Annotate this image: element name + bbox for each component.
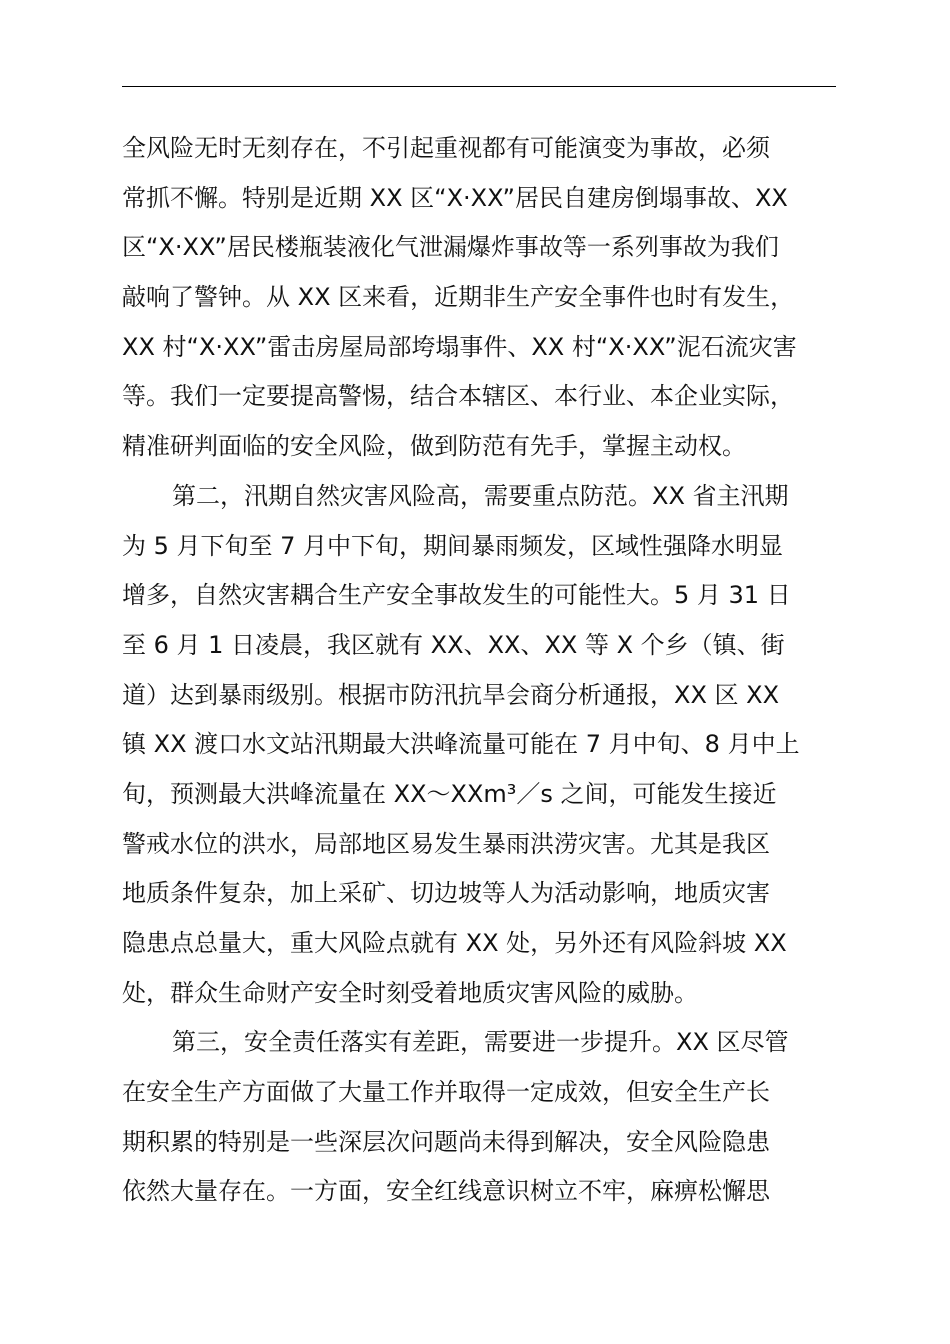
text-line: 警戒水位的洪水，局部地区易发生暴雨洪涝灾害。尤其是我区: [122, 829, 770, 858]
text-line: 在安全生产方面做了大量工作并取得一定成效，但安全生产长: [122, 1078, 770, 1107]
text-line: 区“X·XX”居民楼瓶装液化气泄漏爆炸事故等一系列事故为我们: [122, 233, 779, 262]
text-line: 至 6 月 1 日凌晨，我区就有 XX、XX、XX 等 X 个乡（镇、街: [122, 630, 785, 659]
text-line: 旬，预测最大洪峰流量在 XX～XXm³／s 之间，可能发生接近: [122, 779, 777, 808]
text-line: 处，群众生命财产安全时刻受着地质灾害风险的威胁。: [122, 978, 698, 1007]
text-line: 增多，自然灾害耦合生产安全事故发生的可能性大。5 月 31 日: [122, 581, 791, 610]
header-rule: [122, 86, 836, 87]
text-line: 等。我们一定要提高警惕，结合本辖区、本行业、本企业实际，: [122, 382, 794, 411]
body-text: [122, 124, 862, 1217]
text-line: 隐患点总量大，重大风险点就有 XX 处，另外还有风险斜坡 XX: [122, 929, 787, 957]
text-line: 敲响了警钟。从 XX 区来看，近期非生产安全事件也时有发生，: [122, 283, 795, 312]
text-line: 全风险无时无刻存在，不引起重视都有可能演变为事故，必须: [122, 134, 770, 162]
paragraph-start-line: 第二，汛期自然灾害风险高，需要重点防范。XX 省主汛期: [172, 481, 789, 510]
text-line: 道）达到暴雨级别。根据市防汛抗旱会商分析通报，XX 区 XX: [122, 680, 780, 709]
text-line: 地质条件复杂，加上采矿、切边坡等人为活动影响，地质灾害: [122, 879, 770, 908]
text-line: 常抓不懈。特别是近期 XX 区“X·XX”居民自建房倒塌事故、XX: [122, 183, 788, 212]
text-line: XX 村“X·XX”雷击房屋局部垮塌事件、XX 村“X·XX”泥石流灾害: [122, 332, 797, 361]
text-line: 为 5 月下旬至 7 月中下旬，期间暴雨频发，区域性强降水明显: [122, 531, 784, 560]
text-line: 镇 XX 渡口水文站汛期最大洪峰流量可能在 7 月中旬、8 月中上: [122, 730, 800, 759]
text-line: 精准研判面临的安全风险，做到防范有先手，掌握主动权。: [122, 432, 746, 461]
paragraph-start-line: 第三，安全责任落实有差距，需要进一步提升。XX 区尽管: [172, 1028, 789, 1057]
text-line: 依然大量存在。一方面，安全红线意识树立不牢，麻痹松懈思: [122, 1177, 770, 1206]
text-line: 期积累的特别是一些深层次问题尚未得到解决，安全风险隐患: [122, 1127, 770, 1156]
